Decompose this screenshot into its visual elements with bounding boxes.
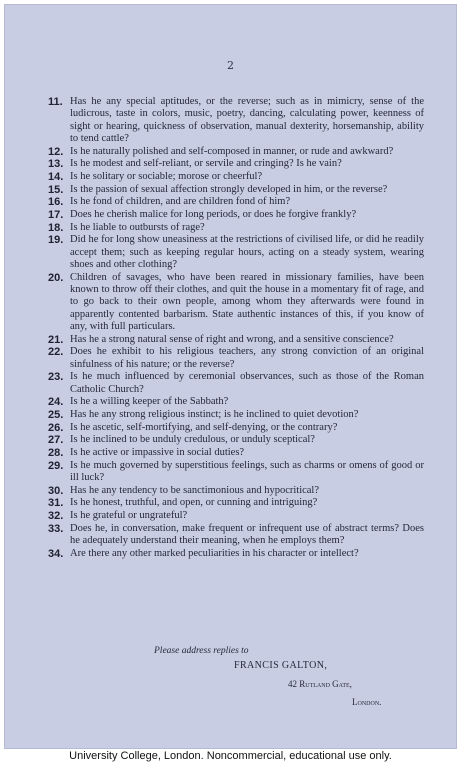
question-number: 22. [48, 346, 64, 359]
question-number: 14. [48, 170, 64, 183]
question-text: Is he much influenced by ceremonial observances, such as those of the Roman Catholic Church? [70, 371, 424, 395]
question-item [48, 171, 424, 183]
question-text: Is he honest, truthful, and open, or cunning and intriguing? [70, 497, 318, 509]
question-number: 26. [48, 421, 64, 434]
question-number: 25. [48, 408, 64, 421]
page-number: 2 [227, 59, 234, 72]
question-number: 16. [48, 196, 64, 209]
question-item [48, 460, 424, 485]
question-text: Is he modest and self-reliant, or servile and cringing? Is he vain? [70, 158, 342, 170]
question-item [48, 396, 424, 408]
question-number: 28. [48, 446, 64, 459]
question-text: Does he, in conversation, make frequent or infrequent use of abstract terms? Does he adequately understand their meaning, when he employs them? [70, 522, 424, 546]
question-number: 21. [48, 333, 64, 346]
question-text: Is the passion of sexual affection strongly developed in him, or the reverse? [70, 183, 388, 195]
question-text: Are there any other marked peculiarities in his character or intellect? [70, 547, 359, 559]
question-text: Is he inclined to be unduly credulous, or unduly sceptical? [70, 434, 315, 446]
question-number: 17. [48, 209, 64, 222]
question-text: Is he grateful or ungrateful? [70, 510, 188, 521]
sender-city: London. [352, 697, 382, 707]
question-text: Has he a strong natural sense of right and wrong, and a sensitive conscience? [70, 333, 394, 345]
question-item [48, 196, 424, 208]
question-text: Is he naturally polished and self-composed in manner, or rude and awkward? [70, 145, 394, 157]
question-item [48, 334, 424, 346]
question-item [48, 96, 424, 145]
question-item [48, 447, 424, 459]
question-text: Has he any strong religious instinct; is he inclined to quiet devotion? [70, 408, 359, 420]
question-text: Is he much governed by superstitious feelings, such as charms or omens of good or ill luck? [70, 459, 424, 483]
question-item [48, 209, 424, 221]
question-number: 24. [48, 396, 64, 409]
question-item [48, 184, 424, 196]
question-list [48, 96, 424, 560]
question-item [48, 523, 424, 548]
question-number: 19. [48, 234, 64, 247]
question-text: Is he ascetic, self-mortifying, and self-denying, or the contrary? [70, 421, 338, 433]
question-text: Is he a willing keeper of the Sabbath? [70, 396, 229, 408]
question-item [48, 434, 424, 446]
question-text: Does he exhibit to his religious teachers, any strong conviction of an original sinfulness of his nature; or the reverse? [70, 346, 424, 370]
question-text: Did he for long show uneasiness at the restrictions of civilised life, or did he readily accept them; such as keeping regular hours, acting on a steady system, wearing shoes and other clothing? [70, 234, 424, 270]
question-text: Is he liable to outbursts of rage? [70, 221, 205, 233]
question-text: Does he cherish malice for long periods, or does he forgive frankly? [70, 209, 357, 221]
question-item [48, 272, 424, 333]
question-text: Is he active or impassive in social duties? [70, 446, 245, 458]
question-number: 13. [48, 158, 64, 171]
reply-instruction: Please address replies to [154, 646, 249, 656]
question-number: 30. [48, 484, 64, 497]
question-number: 11. [48, 96, 63, 108]
question-text: Has he any special aptitudes, or the reverse; such as in mimicry, sense of the ludicrous, taste in colors, music, poetry, dancing, calculating power, keenness of sight or hearing, quickness of observation, manual dexterity, horsemanship, ability to tend cattle? [70, 96, 424, 144]
question-text: Has he any tendency to be sanctimonious and hypocritical? [70, 484, 320, 496]
question-number: 18. [48, 221, 64, 234]
question-item [48, 346, 424, 371]
question-item [48, 146, 424, 158]
question-number: 15. [48, 183, 64, 196]
question-text: Is he solitary or sociable; morose or cheerful? [70, 170, 263, 182]
sender-address: 42 Rutland Gate, [288, 679, 352, 689]
question-number: 33. [48, 522, 64, 535]
question-number: 23. [48, 371, 64, 384]
question-number: 27. [48, 434, 64, 447]
question-item [48, 422, 424, 434]
question-item [48, 234, 424, 271]
question-number: 12. [48, 145, 64, 158]
question-number: 32. [48, 510, 64, 522]
question-item [48, 158, 424, 170]
sender-name: FRANCIS GALTON, [234, 660, 328, 671]
question-item [48, 409, 424, 421]
question-item [48, 371, 424, 396]
question-item [48, 510, 424, 522]
question-number: 20. [48, 271, 64, 284]
questionnaire-page [4, 4, 457, 749]
question-text: Is he fond of children, and are children fond of him? [70, 196, 291, 208]
question-item [48, 548, 424, 560]
question-item [48, 497, 424, 509]
question-number: 34. [48, 547, 64, 560]
question-item [48, 222, 424, 234]
question-text: Children of savages, who have been reared in missionary families, have been known to throw off their clothes, and quit the house in a momentary fit of rage, and to go back to their own people, among whom they afterwards were found in apparently contented barbarism. State authentic instances of this, if you know of any, with full particulars. [70, 271, 424, 332]
question-number: 31. [48, 497, 64, 510]
usage-credit: University College, London. Noncommercial, educational use only. [69, 750, 392, 762]
question-item [48, 485, 424, 497]
question-number: 29. [48, 459, 64, 472]
